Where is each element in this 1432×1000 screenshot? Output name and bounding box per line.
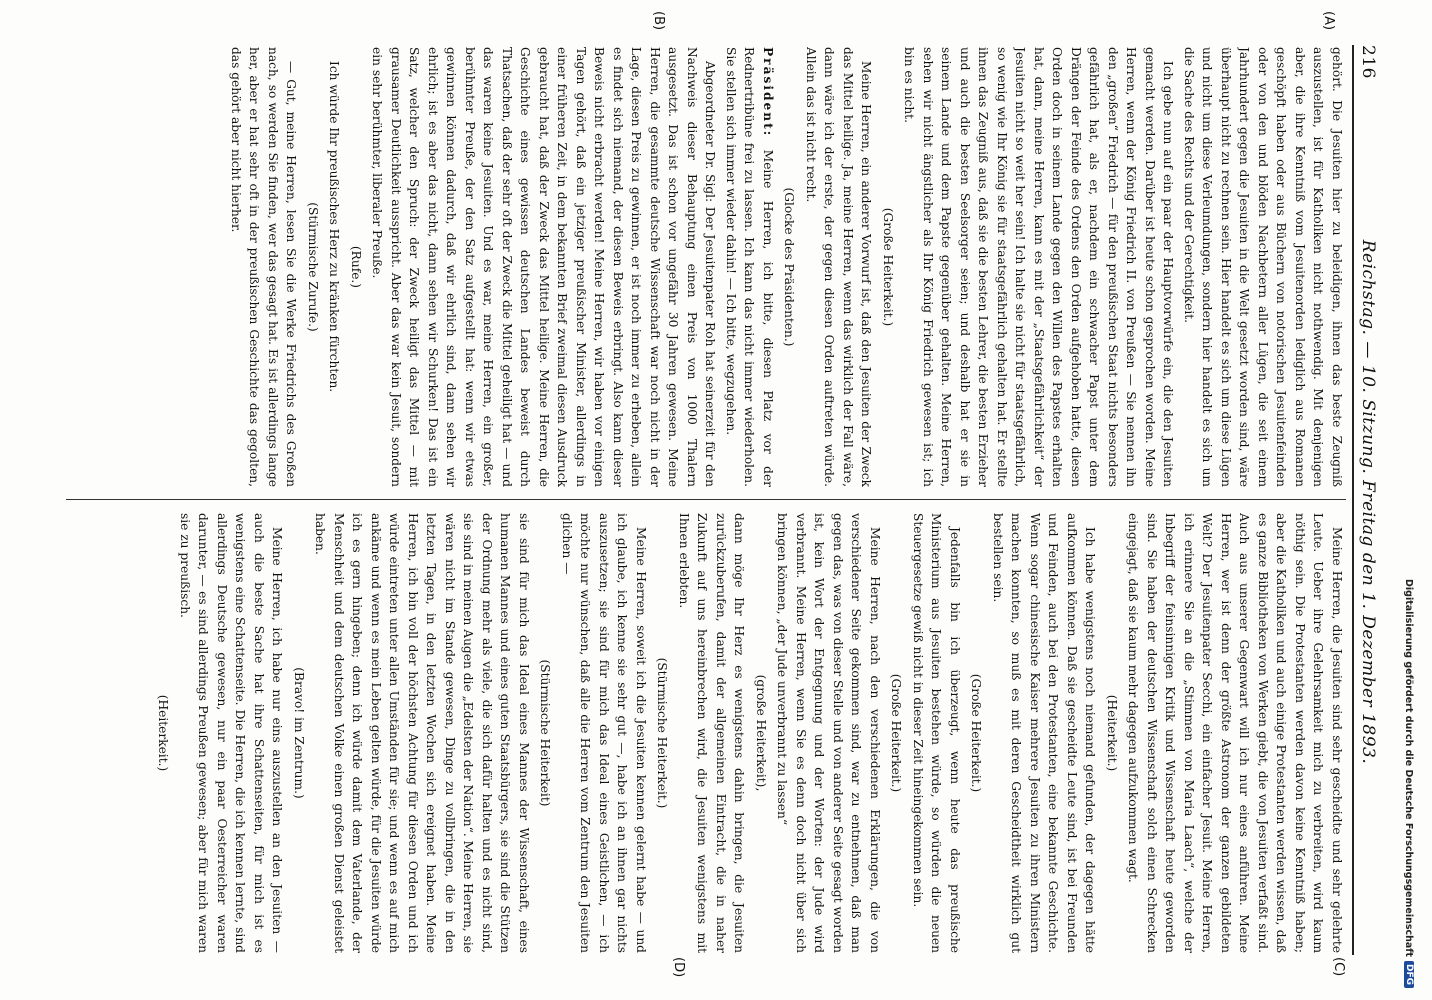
reaction: (große Heiterkeit), bbox=[754, 674, 768, 792]
header-rule bbox=[1352, 45, 1354, 955]
paragraph: Ich gebe nun auf ein paar der Hauptvorwürfe ein, die den Jesuiten gemacht werden. Darüber ist heute schon gesprochen worden. Meine Herren, wenn der König Friedrich II. von Preußen — Sie nennen ihn den „großen“ Friedrich — für den preußischen Staat nichts besonders gefährlich hat, als er, nachdem ein schwacher Papst unter dem Drängen der Feinde des Ordens den Orden aufgehoben hatte, diesen Orden doch in seinem Lande gegen den Willen des Papstes erhalten hat, dann, meine Herren, kann es mit der „Staatsgefährlichkeit“ der Jesuiten nicht so weit her sein! Ich halte sie nicht für staatsgefährlich, so wenig wie Ihr König sie für staatsgefährlich gehalten hat. Er stellte ihnen das Zeugniß aus, daß sie die besten Lehrer, die besten Erzieher und auch die besten Seelsorger seien; und deshalb hat er sie in seinem Lande und dem Papste gegenüber gehalten. Meine Herren, sehen wir nicht ängstlicher als Ihr König Friedrich gewesen ist; ich bin es nicht. bbox=[902, 47, 1176, 487]
margin-mark-c: (C) bbox=[1331, 957, 1346, 977]
reaction: (Bravo! im Zentrum.) bbox=[292, 667, 306, 799]
rotated-page-content bbox=[46, 5, 1386, 995]
margin-mark-d: (D) bbox=[671, 957, 686, 978]
reaction: (Stürmische Heiterkeit) bbox=[538, 659, 553, 807]
paragraph: Meine Herren, ich habe nur eins auszustellen an den Jesuiten — auch die beste Sache hat ihre Schattenseiten, für mich ist es wenigstens eine Schattenseite. Die Herren, die ich kennen lernte, sind allerdings Deutsche gewesen, nur ein paar Oesterreicher waren darunter, — es sind allerdings Preußen gewesen; aber für mich waren sie zu preußisch. bbox=[178, 513, 285, 953]
paragraph: Abgeordneter Dr. Sigl: Der Jesuitenpater Roh hat seinerzeit für den Nachweis dieser Behauptung einen Preis von 1000 Thalern ausgesetzt. Das ist schon vor ungefähr 30 Jahren gewesen. Meine Herren, die gesammte deutsche Wissenschaft war noch nicht in der Lage, diesen Preis zu gewinnen, er ist noch immer zu erheben, allein es findet sich niemand, der diesen Beweis erbringt. Also kann dieser Beweis nicht erbracht werden! Meine Herren, wir haben vor einigen Tagen gehört, daß ein jetziger preußischer Minister, allerdings in einer früheren Zeit, in dem bekannten Brief zweimal diesen Ausdruck gebraucht hat, daß der Zweck das Mittel heilige. Meine Herren, die Geschichte eines gewissen deutschen Landes beweist durch Thatsachen, daß der sehr oft der Zweck die Mittel geheiligt hat — und das waren keine Jesuiten. Und es war, meine Herren, ein großer, berühmter Preuße, der den Satz aufgestellt hat: wenn wir etwas gewinnen können dadurch, daß wir ehrlich sind, dann sehen wir ehrlich; ist es aber das nicht, dann sehen wir Schurken! Das ist ein Satz, welcher den Spruch: der Zweck heiligt das Mittel — mit grausamer Deutlichkeit ausspricht. Aber das war kein Jesuit, sondern ein sehr berühmter, liberaler Preuße. bbox=[370, 47, 718, 487]
digitization-credit bbox=[1402, 8, 1416, 988]
reaction: (Heiterkeit.) bbox=[156, 694, 171, 772]
margin-mark-a: (A) bbox=[1321, 11, 1336, 31]
paragraph: Ich habe wenigstens noch niemand gefunden, der dagegen hätte aufkommen können. Daß sie gescheidte Leute sind, ist bei Freunden und Feinden, auch bei den Protestanten, eine bekannte Geschichte. Wenn sogar chinesische Kaiser mehrere Jesuiten zu ihren Ministern machen konnten, so muß es mit deren Gescheidtheit wirklich gut bestellen sein. bbox=[991, 513, 1098, 953]
reaction: (Glocke des Präsidenten.) bbox=[782, 187, 797, 347]
dfg-logo: DFG bbox=[1404, 961, 1414, 988]
paragraph: dann möge Ihr Herz es wenigstens dahin bringen, die Jesuiten zurückzuberufen, damit der allgemeinen Eintracht, die in naher Zukunft auf uns hereinbrechen wird, die Jesuiten wenigstens mit Ihnen erlebten. bbox=[677, 513, 747, 953]
reaction: (Rufe.) bbox=[349, 245, 363, 289]
reaction: (Stürmische Zurufe.) bbox=[306, 202, 320, 332]
paragraph: Meine Herren, ein anderer Vorwurf ist, daß den Jesuiten der Zweck das Mittel heilige. Ja, meine Herren, wenn das wirklich der Fall wäre, dann wäre ich der erste, der gegen diesen Orden auftreten würde. Allein das ist nicht recht. bbox=[804, 47, 874, 487]
reaction: (Stürmische Heiterkeit.) bbox=[655, 657, 670, 809]
paragraph: Meine Herren, nach den verschiedenen Erklärungen, die von verschiedener Seite gekommen sind, war zu entnehmen, daß man gegen das, was von dieser Stelle und von anderer Seite gesagt worden ist, kein Wort der Entgegnung und der Worten: der Jude wird verbrannt. Meine Herren, wenn Sie es denn doch nicht über sich bringen können, „der Jude unverbrannt zu lassen“ bbox=[775, 513, 882, 953]
margin-mark-b: (B) bbox=[651, 11, 666, 31]
running-head bbox=[1358, 45, 1380, 955]
paragraph: gehört. Die Jesuiten hier zu beleidigen, ihnen das beste Zeugniß auszustellen, ist für Katholiken nicht nothwendig. Mit denjenigen aber, die ihre Kenntniß vom Jesuitenorden lediglich aus Romanen geschöpft haben oder aus Büchern von notorischen Jesuitenfeinden oder von den und blöden Nachbetern aller Lügen, die seit einem Jahrhundert gegen die Jesuiten in die Welt gesetzt worden sind, wäre überhaupt nicht zu rechnen sein. Hier handelt es sich um diese Lügen und nicht um diese Verleumdungen, sondern hier handelt es sich um die Sache des Rechts und der Gerechtigkeit. bbox=[1182, 47, 1344, 487]
column-divider bbox=[66, 499, 1346, 500]
reaction: (Große Heiterkeit.) bbox=[969, 673, 984, 793]
reaction: (Große Heiterkeit.) bbox=[889, 673, 904, 793]
paragraph: Meine Herren, die Jesuiten sind sehr gescheidte und sehr gelehrte Leute. Ueber ihre Gelehrsamkeit mich zu verbreiten, wird kaum nöthig sein. Die Protestanten werden davon keine Kenntniß haben; aber die Katholiken und auch einige Protestanten werden wissen, daß es ganze Bibliotheken von Werken giebt, die von Jesuiten verfaßt sind. Auch aus unserer Gegenwart will ich nur eines anführen. Meine Herren, wer ist denn der größte Astronom der ganzen gebildeten Welt? Der Jesuitenpater Secchi, ein einfacher Jesuit. Meine Herren, ich erinnere Sie an die „Stimmen von Maria Laach“, welche der Inbegriff der feinsinnigen Kritik und Wissenschaft heute geworden sind. Sie haben der deutschen Wissenschaft solch einen Schrecken eingejagt, daß sie kaum mehr dagegen aufzukommen wagt. bbox=[1126, 513, 1344, 953]
paragraph: Jedenfalls bin ich überzeugt, wenn heute das preußische Ministerium aus Jesuiten bestehen würde, so würden die neuen Steuergesetze gewiß nicht in dieser Zeit hineingekommen sein. bbox=[911, 513, 962, 953]
page-number: 216 bbox=[1358, 45, 1378, 79]
paragraph: sie sind für mich das Ideal eines Mannes der Wissenschaft, eines humanen Mannes und eines guten Staatsbürgers, sie sind die Stützen der Ordnung mehr als viele, die sich dafür halten und es nicht sind, sie sind in meinen Augen die „Edelsten der Nation“. Meine Herren, sie wären nicht im Stande gewesen, Dinge zu vollbringen, die in den letzten Tagen, in den letzten Wochen sich ereignet haben. Meine Herren, ich bin voll der höchsten Achtung für diesen Orden und ich würde eintreten unter allen Umständen für sie; und wenn es auf mich ankäme und wenn es mein Leben gelten würde, für die Jesuiten würde ich es gern hingeben; denn ich würde damit dem Vaterlande, der Menschheit und dem deutschen Volke einen großen Dienst geleistet haben. bbox=[313, 513, 531, 953]
reaction: (Große Heiterkeit.) bbox=[881, 207, 895, 327]
paragraph: — Gut, meine Herren, lesen Sie die Werke Friedrichs des Großen nach, so werden Sie finden, wer das gesagt hat. Es ist allerdings lange her, aber er hat sehr oft in der preußischen Geschichte das gegolten, das gehört aber nicht hierher. bbox=[229, 47, 299, 487]
speaker-label: Präsident: bbox=[761, 47, 775, 138]
reaction: (Heiterkeit.) bbox=[1105, 694, 1119, 772]
right-column bbox=[56, 513, 1346, 953]
credit-text: Digitalisierung gefördert durch die Deutsche Forschungsgemeinschaft bbox=[1403, 579, 1415, 957]
page-title: Reichstag. — 10. Sitzung. Freitag den 1. Dezember 1893. bbox=[1358, 239, 1378, 765]
paragraph: Ich würde Ihr preußisches Herz zu kränken fürchten. bbox=[327, 61, 342, 393]
left-column bbox=[56, 47, 1346, 487]
president-text: Meine Herren, ich bitte, diesen Platz vor der Rednertribüne frei zu lassen. Ich kann das nicht immer wiederholen. Sie stellen sich immer wieder dahin! — Ich bitte, wegzugehen. bbox=[724, 47, 775, 487]
president-paragraph bbox=[722, 47, 778, 487]
paragraph: Meine Herren, soweit ich die Jesuiten kennen gelernt habe — und ich glaube, ich kenne sie sehr gut —, habe ich an ihnen gar nichts auszusetzen; sie sind für mich das Ideal eines Geistlichen, — ich möchte nur wünschen, daß alle die Herren vom Zentrum den Jesuiten glichen — bbox=[560, 513, 648, 953]
